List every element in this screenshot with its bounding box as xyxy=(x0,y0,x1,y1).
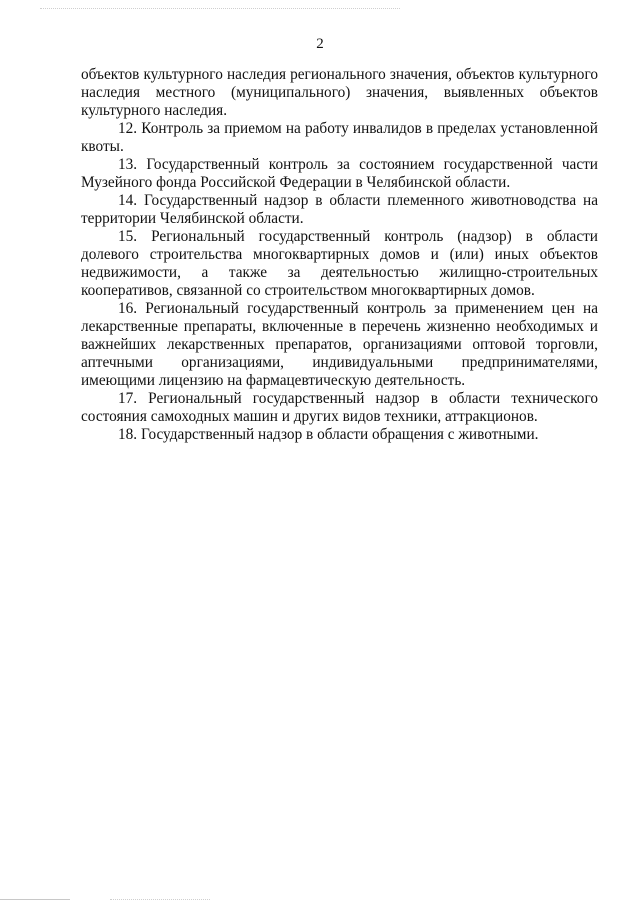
paragraph-item-14: 14. Государственный надзор в области племенного животноводства на территории Челябинской области. xyxy=(81,192,598,227)
paragraph-item-18: 18. Государственный надзор в области обращения с животными. xyxy=(118,426,539,443)
paragraph-continuation: объектов культурного наследия регионального значения, объектов культурного наследия местного (муниципального) значения, выявленных объектов культурного наследия. xyxy=(81,66,598,119)
scan-artifact-bottom-left xyxy=(0,899,70,900)
document-body xyxy=(81,66,598,444)
paragraph-item-13: 13. Государственный контроль за состоянием государственной части Музейного фонда Российской Федерации в Челябинской области. xyxy=(81,156,598,191)
paragraph-item-15: 15. Региональный государственный контроль (надзор) в области долевого строительства многоквартирных домов и (или) иных объектов недвижимости, а также за деятельностью жилищно-строительных кооперативов, связанной со строительством многоквартирных домов. xyxy=(81,228,598,299)
paragraph-item-17: 17. Региональный государственный надзор в области технического состояния самоходных машин и других видов техники, аттракционов. xyxy=(81,390,598,425)
page-number: 2 xyxy=(316,36,324,52)
scan-artifact-bottom-right xyxy=(110,899,210,901)
paragraph-item-16: 16. Региональный государственный контроль за применением цен на лекарственные препараты, включенные в перечень жизненно необходимых и важнейших лекарственных препаратов, организациями оптовой торговли, аптечными организациями, индивидуальными предпринимателями, имеющими лицензию на фармацевтическую деятельность. xyxy=(81,300,598,389)
paragraph-item-12: 12. Контроль за приемом на работу инвалидов в пределах установленной квоты. xyxy=(81,120,598,155)
scan-artifact-top xyxy=(40,8,400,10)
